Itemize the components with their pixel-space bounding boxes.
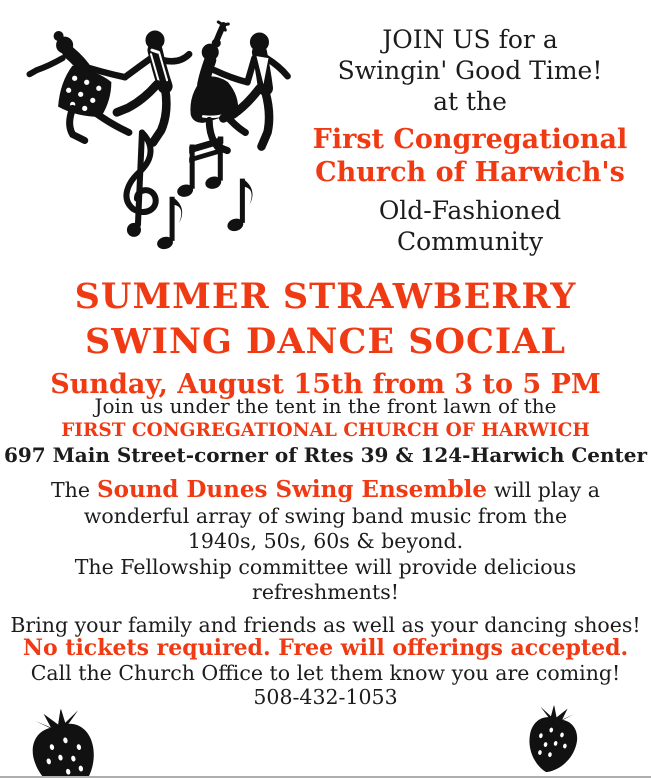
fellowship-line: The Fellowship committee will provide delicious xyxy=(74,554,577,579)
location-address: 697 Main Street-corner of Rtes 39 & 124-Harwich Center xyxy=(3,443,648,467)
dancers-icon xyxy=(29,22,287,151)
location-intro: Join us under the tent in the front lawn of the xyxy=(94,394,557,418)
strawberry-icon xyxy=(13,702,115,778)
footer-block xyxy=(0,636,651,709)
refreshments-line: refreshments! xyxy=(252,580,399,604)
music-line-2: 1940s, 50s, 60s & beyond. xyxy=(187,529,464,553)
call-line: Call the Church Office to let them know you are coming! xyxy=(30,661,621,685)
church-name-line-1: First Congregational xyxy=(312,124,628,155)
tickets-line: No tickets required. Free will offerings accepted. xyxy=(22,635,629,661)
event-title-line-1: SUMMER STRAWBERRY xyxy=(74,276,577,317)
swing-dancers-illustration xyxy=(6,20,298,256)
join-us-line: JOIN US for a xyxy=(382,25,558,54)
at-the-line: at the xyxy=(433,87,507,116)
location-church: FIRST CONGREGATIONAL CHURCH OF HARWICH xyxy=(61,420,590,441)
details-block xyxy=(0,477,651,638)
strawberry-icon xyxy=(513,700,591,778)
church-name-line-2: Church of Harwich's xyxy=(315,157,625,188)
band-name: Sound Dunes Swing Ensemble xyxy=(97,476,488,503)
strawberry-left-illustration xyxy=(13,702,116,778)
event-date-line: Sunday, August 15th from 3 to 5 PM xyxy=(50,369,601,400)
bring-family-line: Bring your family and friends as well as your dancing shoes! xyxy=(10,612,641,637)
band-line xyxy=(0,477,651,504)
swing-dancers-icon xyxy=(6,20,298,256)
event-title xyxy=(0,274,651,404)
band-suffix: will play a xyxy=(494,478,601,502)
phone-number: 508-432-1053 xyxy=(253,685,398,709)
invitation-header xyxy=(292,24,648,257)
music-line-1: wonderful array of swing band music from the xyxy=(83,503,568,528)
location-block xyxy=(0,394,651,468)
music-notes-icon xyxy=(126,132,252,250)
community-line: Community xyxy=(397,227,543,256)
old-fashioned-line: Old-Fashioned xyxy=(378,196,562,225)
good-time-line: Swingin' Good Time! xyxy=(337,56,603,85)
event-title-line-2: SWING DANCE SOCIAL xyxy=(85,321,566,362)
strawberry-right-illustration xyxy=(513,700,592,778)
band-prefix: The xyxy=(50,478,90,502)
